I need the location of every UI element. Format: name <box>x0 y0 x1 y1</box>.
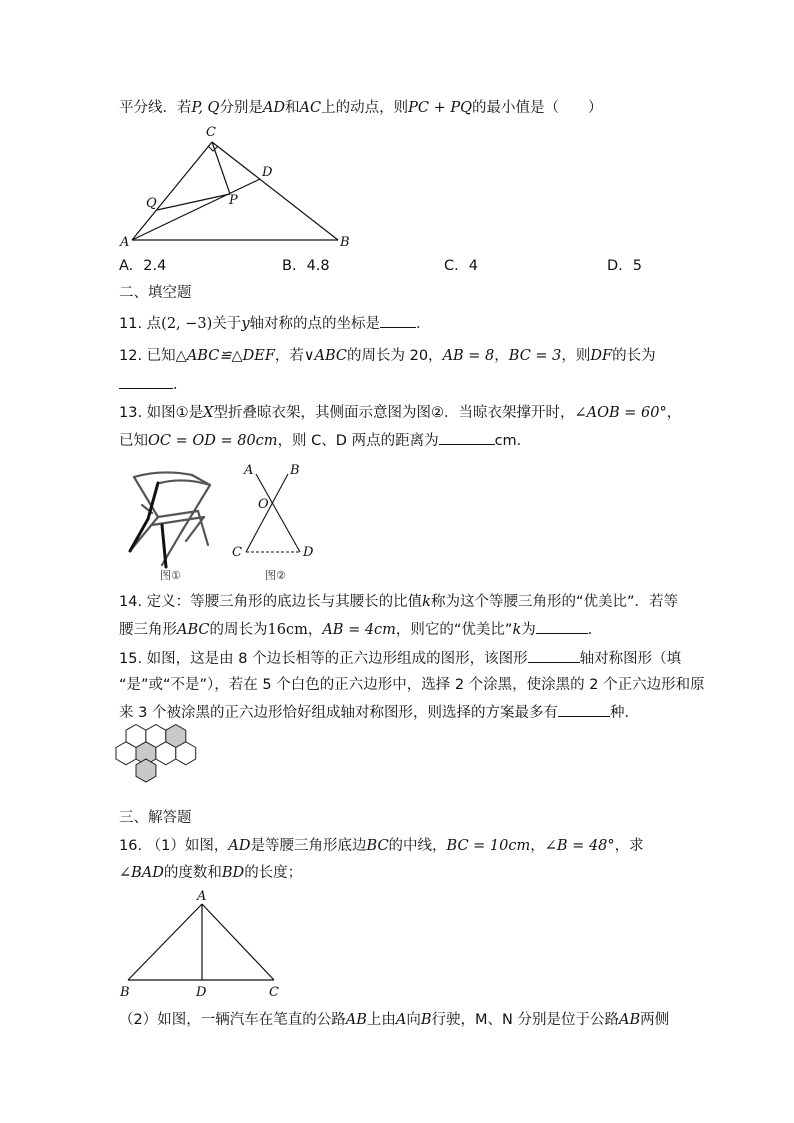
section-heading-fill-in: 二、填空题 <box>119 285 192 301</box>
q16-text: （2）如图，一辆汽车在笔直的公路 <box>119 1012 346 1028</box>
q16-text: 的长度； <box>244 865 303 881</box>
q11 <box>119 313 431 334</box>
q10-stem <box>119 98 603 118</box>
q15-text: 种． <box>609 705 639 721</box>
q14-perimeter: 16cm <box>267 622 308 638</box>
q16-part2 <box>119 1010 669 1030</box>
q16-text: 向 <box>406 1012 421 1028</box>
q11-answer-blank[interactable] <box>380 313 416 328</box>
q15-text: 来 3 个被涂黑的正六边形恰好组成轴对称图形，则选择的方案最多有 <box>119 705 558 721</box>
q11-text: 关于 <box>212 316 242 332</box>
q16-b: B <box>420 1012 432 1028</box>
q12-line1 <box>119 346 656 366</box>
q16-text: （1）如图， <box>146 838 229 854</box>
q12-ab: AB = 8 <box>442 348 495 364</box>
option-letter: B. <box>282 258 297 274</box>
q13-lengths: OC = OD = 80cm <box>148 433 278 449</box>
q13-text: ， <box>666 405 682 421</box>
fig1-caption: 图① <box>160 569 181 582</box>
q10-label-c: C <box>206 125 216 140</box>
q16-ab: AB <box>618 1012 641 1028</box>
q13-var-x: X <box>203 405 214 421</box>
hexagon-white <box>116 742 136 765</box>
option-value: 4.8 <box>306 258 330 274</box>
q12-congruence: △ABC≌△DEF <box>175 348 275 364</box>
q16-bc-value: BC = 10cm <box>446 838 531 854</box>
q13-label-d: D <box>303 545 314 560</box>
q10-option-c[interactable] <box>444 256 478 276</box>
q10-label-b: B <box>340 235 350 250</box>
q14-text: ． <box>587 622 603 638</box>
option-value: 4 <box>468 258 478 274</box>
q13-x-diagram <box>228 462 328 584</box>
q12-text: 的周长为 20， <box>347 348 443 364</box>
q16-text: 的中线， <box>388 838 447 854</box>
q14-var-k: k <box>422 594 431 610</box>
q10-var-pq: P, Q <box>191 100 220 116</box>
q12-text: ， <box>494 348 509 364</box>
q16-text: 是等腰三角形底边 <box>250 838 367 854</box>
q16-text: 的度数和 <box>163 865 222 881</box>
q12-line2 <box>119 374 188 395</box>
q12-answer-blank[interactable] <box>119 374 173 389</box>
q11-var-y: y <box>241 316 250 332</box>
q16-ad: AD <box>228 838 251 854</box>
question-number: 16. <box>119 838 143 854</box>
fig2-caption: 图② <box>265 569 286 582</box>
q13-label-c: C <box>232 545 242 560</box>
q14-answer-blank[interactable] <box>536 619 588 634</box>
q16-angle-bad: ∠BAD <box>119 865 164 881</box>
q13-line1 <box>119 403 681 423</box>
q10-label-d: D <box>262 165 273 180</box>
q10-text: 平分线．若 <box>119 100 192 116</box>
q12-text: 已知 <box>146 348 176 364</box>
q16-label-b: B <box>120 985 130 1000</box>
q13-text: 已知 <box>119 433 148 449</box>
q15-answer-blank-2[interactable] <box>558 702 610 717</box>
q10-text: 的最小值是（ ） <box>472 100 603 116</box>
question-number: 13. <box>119 405 143 421</box>
q15-line2: “是”或“不是”），若在 5 个白色的正六边形中，选择 2 个涂黑，使涂黑的 2 个正六边形和原 <box>119 677 705 693</box>
question-number: 12. <box>119 348 143 364</box>
q10-label-q: Q <box>146 196 157 211</box>
q12-text: 的长为 <box>612 348 656 364</box>
q10-var-ac: AC <box>299 100 322 116</box>
section-heading-solve: 三、解答题 <box>119 810 192 826</box>
option-value: 2.4 <box>143 258 167 274</box>
q14-text: ， <box>307 622 323 638</box>
q13-label-b: B <box>290 463 300 478</box>
q14-line1 <box>119 592 678 612</box>
q12-text: ，若 <box>274 348 304 364</box>
q13-text: cm． <box>494 433 532 449</box>
q12-text: ，则 <box>561 348 591 364</box>
q10-label-a: A <box>120 235 130 250</box>
clothes-rack-illustration <box>122 465 222 583</box>
q14-text: 定义：等腰三角形的底边长与其腰长的比值 <box>146 594 423 610</box>
q14-text: 的周长为 <box>209 622 268 638</box>
hexagon-white <box>176 742 196 765</box>
q15-line1 <box>119 648 681 669</box>
q16-isosceles-triangle <box>112 888 292 1002</box>
q12-bc: BC = 3 <box>508 348 562 364</box>
q14-text: 为 <box>521 622 536 638</box>
q10-expression: PC + PQ <box>408 100 472 116</box>
q15-line3 <box>119 702 639 723</box>
q16-bd: BD <box>221 865 245 881</box>
option-value: 5 <box>632 258 643 274</box>
q15-text: 如图，这是由 8 个边长相等的正六边形组成的图形，该图形 <box>146 651 528 667</box>
q16-label-a: A <box>197 889 207 904</box>
hexagon-white <box>156 742 176 765</box>
q13-angle: ∠AOB = 60° <box>574 405 667 421</box>
q13-text: 如图①是 <box>146 405 204 421</box>
q16-angle: ∠B = 48° <box>544 838 615 854</box>
option-letter: C. <box>444 258 459 274</box>
option-letter: D. <box>607 258 623 274</box>
q10-text: 分别是 <box>219 100 263 116</box>
q12-text: ． <box>173 377 188 393</box>
q12-triangle: ∨ABC <box>303 348 347 364</box>
question-number: 15. <box>119 651 143 667</box>
q14-var-abc: ABC <box>177 622 210 638</box>
q11-text: 点 <box>146 316 162 332</box>
q10-text: 上的动点，则 <box>321 100 409 116</box>
q16-line1 <box>119 836 644 856</box>
q10-var-ad: AD <box>262 100 286 116</box>
q16-text: ，求 <box>614 838 644 854</box>
q10-text: 和 <box>285 100 300 116</box>
q16-ab: AB <box>345 1012 367 1028</box>
q10-option-b[interactable] <box>282 256 330 276</box>
q13-text: 型折叠晾衣架，其侧面示意图为图②．当晾衣架撑开时， <box>213 405 575 421</box>
hexagon-shaded <box>136 759 156 782</box>
q10-option-d[interactable] <box>607 256 642 276</box>
q13-line2 <box>119 430 531 451</box>
q13-label-o: O <box>258 497 269 512</box>
q16-a: A <box>395 1012 407 1028</box>
q11-text: ． <box>416 316 431 332</box>
q13-text: ，则 C、D 两点的距离为 <box>277 433 439 449</box>
q11-text: 轴对称的点的坐标是 <box>249 316 381 332</box>
q11-point: (2, −3) <box>161 316 213 332</box>
q14-line2 <box>119 619 602 640</box>
q14-text: 称为这个等腰三角形的“优美比”．若等 <box>430 594 678 610</box>
q10-triangle-figure <box>110 122 360 252</box>
q14-text: 腰三角形 <box>119 622 177 638</box>
q16-line2 <box>119 863 302 883</box>
q10-label-p: P <box>229 193 238 208</box>
q14-ab: AB = 4cm <box>322 622 396 638</box>
q15-answer-blank-1[interactable] <box>528 648 580 663</box>
question-number: 11. <box>119 316 143 332</box>
question-number: 14. <box>119 594 143 610</box>
q13-answer-blank[interactable] <box>439 430 495 445</box>
q16-label-c: C <box>269 985 279 1000</box>
q16-bc: BC <box>366 838 389 854</box>
hexagon-figure <box>112 724 222 794</box>
q10-option-a[interactable] <box>119 256 166 276</box>
q14-var-k: k <box>512 622 522 638</box>
q16-text: ， <box>530 838 545 854</box>
q14-text: ，则它的“优美比” <box>395 622 513 638</box>
q16-label-d: D <box>196 985 207 1000</box>
q16-text: 两侧 <box>640 1012 670 1028</box>
q15-text: 轴对称图形（填 <box>579 651 682 667</box>
q16-text: 行驶，M、N 分别是位于公路 <box>431 1012 619 1028</box>
q13-label-a: A <box>244 463 254 478</box>
q12-df: DF <box>590 348 613 364</box>
q16-text: 上由 <box>366 1012 396 1028</box>
option-letter: A. <box>119 258 134 274</box>
